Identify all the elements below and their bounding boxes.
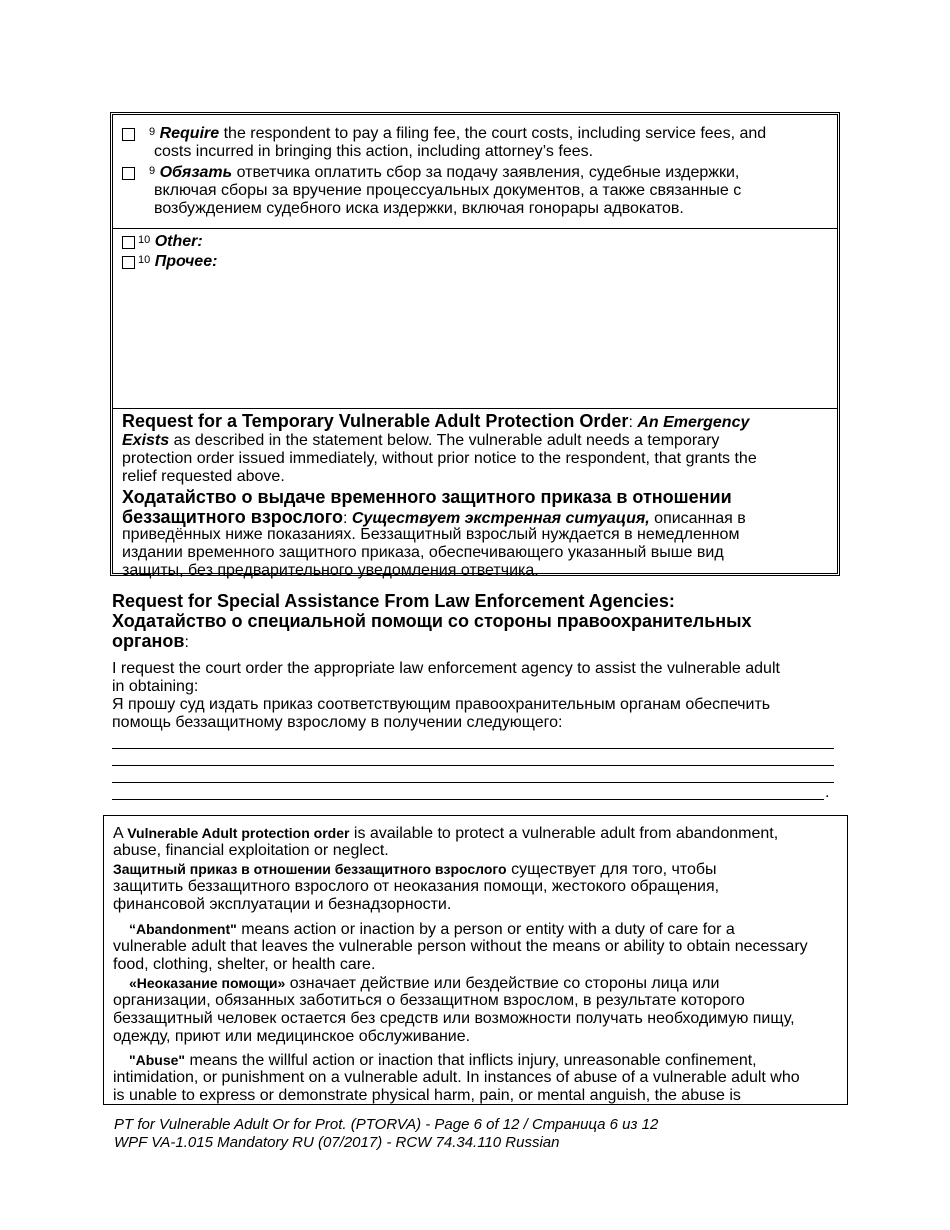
info-p5-line1: [129, 1051, 841, 1070]
info-p1-a: A: [113, 825, 128, 842]
info-p5-line2: intimidation, or punishment on a vulnerable adult. In instances of abuse of a vulnerable adult who: [113, 1069, 800, 1086]
info-p5-text1: means the willful action or inaction that inflicts injury, unreasonable confinement,: [185, 1052, 757, 1069]
special-assist-heading-ru1: Ходатайство о специальной помощи со стороны правоохранительных: [112, 611, 752, 631]
colon: :: [628, 414, 638, 431]
obyazat-label: Обязать: [159, 164, 233, 181]
info-p2-line1: [113, 860, 841, 879]
temp-order-ru-line4: издании временного защитного приказа, обеспечивающего указанный выше вид: [122, 544, 724, 561]
temporary-order-row: [113, 409, 837, 579]
info-p3-line1: [129, 920, 841, 939]
special-assist-heading-ru2: [112, 632, 189, 652]
item-9-ru-line1: ответчика оплатить сбор за подачу заявления, судебные издержки,: [232, 164, 740, 181]
other-en: [138, 233, 203, 251]
item-9-en-line1: the respondent to pay a filing fee, the court costs, including service fees, and: [219, 125, 767, 142]
temp-order-ru-line3: приведённых ниже показаниях. Беззащитный взрослый нуждается в немедленном: [122, 526, 740, 543]
item-9-ru-checkbox[interactable]: [122, 167, 135, 180]
item-9-en-line2: costs incurred in bringing this action, including attorney’s fees.: [154, 143, 594, 160]
temp-order-ru-line5: защиты, без предварительного уведомления ответчика.: [122, 562, 539, 579]
special-assist-en-line2: in obtaining:: [112, 678, 199, 695]
item-number: 10: [138, 234, 151, 246]
colon: :: [342, 510, 352, 527]
info-p3-text1: means action or inaction by a person or entity with a duty of care for a: [236, 921, 735, 938]
temp-order-ru-heading1: Ходатайство о выдаче временного защитного приказа в отношении: [122, 487, 732, 507]
info-p4-line2: организации, обязанных заботиться о беззащитном взрослом, в результате которого: [113, 992, 745, 1009]
info-p4-line3: беззащитный человек остается без средств или возможности получать необходимую пищу,: [113, 1010, 795, 1027]
other-text-area[interactable]: [153, 279, 827, 402]
temp-order-en-line2: [122, 432, 719, 450]
abandonment-term: “Abandonment": [129, 921, 237, 937]
info-p3-line2: vulnerable adult that leaves the vulnerable person without the means or ability to obtain necessary: [113, 938, 808, 955]
fill-in-line-4[interactable]: [112, 799, 824, 800]
end-period: .: [825, 784, 830, 801]
info-p4-line4: одежду, приют или медицинское обслуживание.: [113, 1028, 471, 1045]
temp-order-ru-text2: описанная в: [649, 510, 746, 527]
special-assist-en-line1: I request the court order the appropriate law enforcement agency to assist the vulnerable adult: [112, 660, 780, 677]
info-p3-line3: food, clothing, shelter, or health care.: [113, 956, 376, 973]
special-assist-title: Request for Special Assistance From Law Enforcement Agencies: [112, 591, 669, 611]
info-p4-line1: [129, 974, 841, 993]
special-assist-heading-en: [112, 592, 675, 612]
emergency-ru-emph: Существует экстренная ситуация,: [351, 510, 650, 527]
info-p2-text1: существует для того, чтобы: [506, 861, 717, 878]
require-label: Require: [159, 125, 220, 142]
special-assist-ru-line2: помощь беззащитному взрослому в получении следующего:: [112, 714, 563, 731]
info-p2-line2: защитить беззащитного взрослого от неоказания помощи, жестокого обращения,: [113, 878, 720, 895]
item-number: 9: [149, 126, 156, 138]
temp-order-ru-line2: [122, 508, 746, 528]
fill-in-line-2[interactable]: [112, 765, 834, 766]
vap-order-term: Vulnerable Adult protection order: [127, 825, 350, 841]
item-10-ru-checkbox[interactable]: [122, 256, 135, 269]
item-number: 10: [138, 254, 151, 266]
item-9-en-checkbox[interactable]: [122, 128, 135, 141]
fill-in-line-1[interactable]: [112, 748, 834, 749]
temp-order-heading: Request for a Temporary Vulnerable Adult Protection Order: [122, 411, 629, 431]
footer-line-2: WPF VA-1.015 Mandatory RU (07/2017) - RCW 74.34.110 Russian: [114, 1134, 560, 1151]
abandonment-term-ru: «Неоказание помощи»: [129, 975, 286, 991]
temp-order-en-line3: protection order issued immediately, without prior notice to the respondent, that grants the: [122, 450, 757, 467]
emergency-emph: An Emergency: [637, 414, 750, 431]
item-10-row: [113, 229, 837, 409]
colon: :: [668, 591, 675, 611]
temp-order-en-line1: [122, 412, 749, 432]
temp-order-en-text2: as described in the statement below. The vulnerable adult needs a temporary: [169, 432, 720, 449]
item-9-ru-line2: включая сборы за вручение процессуальных документов, а также связанные с: [154, 182, 742, 199]
fill-in-line-3[interactable]: [112, 782, 834, 783]
colon: :: [184, 634, 189, 651]
info-p1-line1: [113, 824, 841, 843]
item-9-ru-text: [149, 164, 739, 182]
item-9-ru-line3: возбуждением судебного иска издержки, включая гонорары адвокатов.: [154, 200, 684, 217]
item-9-en-text: [149, 125, 766, 143]
info-p5-line3: is unable to express or demonstrate physical harm, pain, or mental anguish, the abuse is: [113, 1087, 741, 1104]
other-label: Other:: [154, 233, 203, 250]
form-table: [110, 112, 840, 579]
vap-order-term-ru: Защитный приказ в отношении беззащитного взрослого: [113, 861, 507, 877]
temp-order-en-line4: relief requested above.: [122, 468, 285, 485]
prochee-label: Прочее:: [154, 253, 218, 270]
temp-order-ru-heading2: беззащитного взрослого: [122, 507, 343, 527]
exists-emph: Exists: [122, 432, 170, 449]
info-p1-line2: abuse, financial exploitation or neglect.: [113, 842, 389, 859]
other-ru: [138, 253, 217, 271]
special-assist-ru-line1: Я прошу суд издать приказ соответствующим правоохранительным органам обеспечить: [112, 696, 771, 713]
info-p1-text1: is available to protect a vulnerable adult from abandonment,: [349, 825, 779, 842]
definitions-box: [103, 815, 848, 1105]
footer-line-1: PT for Vulnerable Adult Or for Prot. (PTORVA) - Page 6 of 12 / Страница 6 из 12: [114, 1116, 659, 1133]
info-p4-text1: означает действие или бездействие со стороны лица или: [285, 975, 720, 992]
item-9-row: [113, 115, 837, 229]
special-assist-title-ru2: органов: [112, 631, 185, 651]
item-number: 9: [149, 165, 156, 177]
abuse-term: "Abuse": [129, 1052, 186, 1068]
item-10-en-checkbox[interactable]: [122, 236, 135, 249]
info-p2-line3: финансовой эксплуатации и безнадзорности.: [113, 896, 452, 913]
